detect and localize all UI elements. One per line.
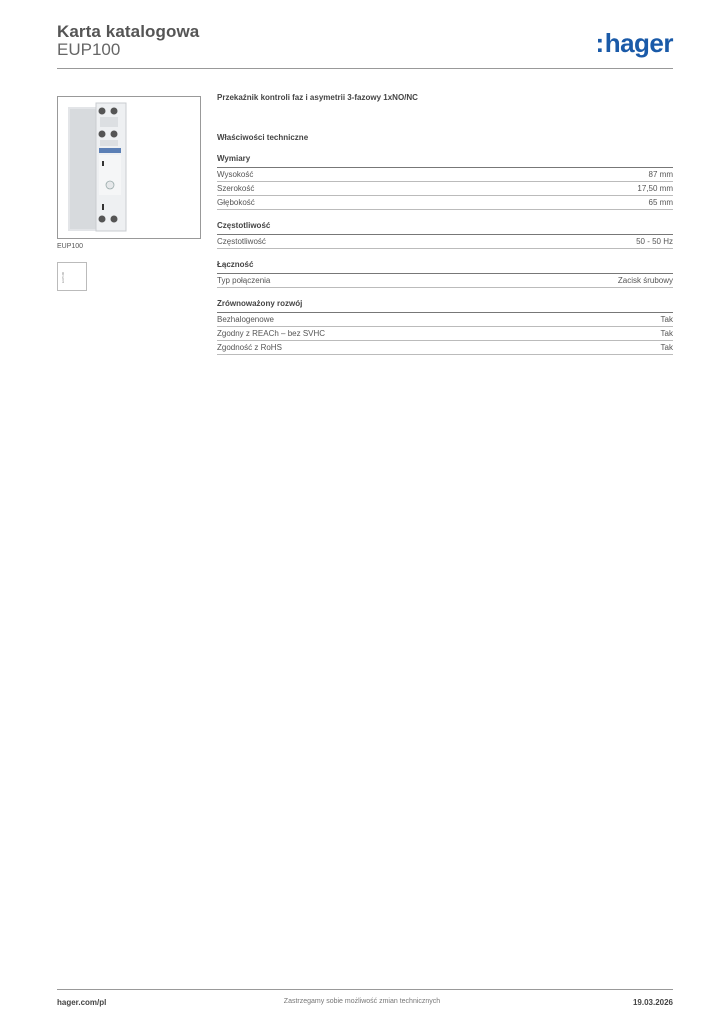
- spec-value: Tak: [660, 329, 673, 338]
- spec-label: Szerokość: [217, 184, 255, 193]
- spec-content: [217, 93, 673, 366]
- hager-logo: :hager: [595, 28, 673, 58]
- product-image: [62, 101, 196, 234]
- thumbnail-label: EUP100: [61, 271, 65, 283]
- spec-group-dimensions: [217, 154, 673, 210]
- spec-row: [217, 235, 673, 249]
- spec-label: Zgodny z REACh – bez SVHC: [217, 329, 326, 338]
- document-date: 19.03.2026: [632, 998, 673, 1007]
- page-header: [57, 20, 673, 70]
- spec-value: 50 - 50 Hz: [636, 237, 673, 246]
- spec-label: Wysokość: [217, 170, 254, 179]
- spec-value: Zacisk śrubowy: [617, 276, 673, 285]
- spec-row: [217, 196, 673, 210]
- product-code: EUP100: [57, 40, 121, 59]
- spec-label: Bezhalogenowe: [217, 315, 274, 324]
- spec-value: 87 mm: [648, 170, 673, 179]
- spec-group-sustainability: [217, 299, 673, 355]
- spec-group-frequency: [217, 221, 673, 249]
- spec-label: Głębokość: [217, 198, 255, 207]
- spec-group-connectivity: [217, 260, 673, 288]
- product-caption: EUP100: [57, 243, 84, 250]
- group-title: Łączność: [217, 260, 673, 274]
- spec-row: [217, 313, 673, 327]
- spec-label: Typ połączenia: [217, 276, 271, 285]
- spec-value: Tak: [660, 315, 673, 324]
- group-title: Częstotliwość: [217, 221, 673, 235]
- product-thumbnail[interactable]: [57, 262, 87, 291]
- website-link[interactable]: hager.com/pl: [57, 998, 107, 1007]
- section-title: Właściwości techniczne: [217, 133, 309, 142]
- group-title: Zrównoważony rozwój: [217, 299, 673, 313]
- spec-row: [217, 274, 673, 288]
- spec-row: [217, 182, 673, 196]
- spec-label: Zgodność z RoHS: [217, 343, 282, 352]
- document-title: Karta katalogowa: [57, 22, 200, 41]
- logo-text: hager: [604, 28, 673, 58]
- footer-disclaimer: Zastrzegamy sobie możliwość zmian technicznych: [283, 998, 441, 1005]
- spec-row: [217, 168, 673, 182]
- spec-value: 17,50 mm: [637, 184, 673, 193]
- footer-divider: [57, 989, 673, 990]
- spec-label: Częstotliwość: [217, 237, 266, 246]
- spec-row: [217, 341, 673, 355]
- product-image-frame: [57, 96, 201, 239]
- spec-value: Tak: [660, 343, 673, 352]
- spec-value: 65 mm: [648, 198, 673, 207]
- group-title: Wymiary: [217, 154, 673, 168]
- spec-row: [217, 327, 673, 341]
- header-divider: [57, 68, 673, 69]
- product-description: Przekaźnik kontroli faz i asymetrii 3-fazowy 1xNO/NC: [217, 93, 418, 102]
